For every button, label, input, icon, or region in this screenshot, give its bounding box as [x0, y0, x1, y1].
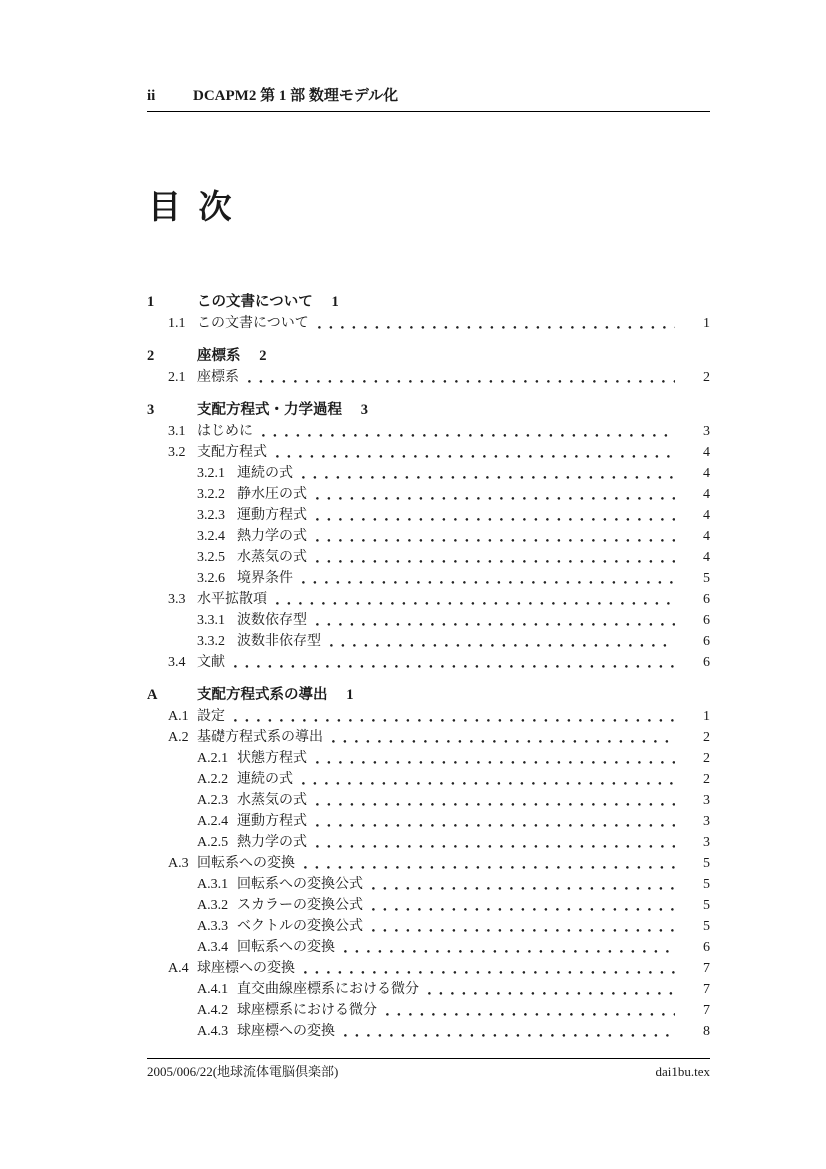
- entry-number: A.4.3: [197, 1024, 229, 1039]
- toc-entry-row: [147, 547, 710, 568]
- toc-entry-row: [147, 589, 710, 610]
- entry-page-number: 6: [703, 940, 710, 955]
- entry-page-number: 1: [703, 316, 710, 331]
- entry-number: 3.2.5: [197, 550, 225, 565]
- dot-leader: [260, 421, 675, 442]
- toc-title: 目 次: [148, 187, 235, 226]
- entry-label: 水蒸気の式: [237, 793, 307, 808]
- dot-leader: [302, 958, 675, 979]
- entry-label: 文献: [197, 655, 225, 670]
- entry-label: 波数依存型: [237, 613, 307, 628]
- header-running-title: DCAPM2 第 1 部 数理モデル化: [193, 88, 399, 104]
- toc-entry-row: [147, 463, 710, 484]
- entry-page-number: 3: [360, 402, 368, 418]
- entry-label: この文書について: [197, 294, 313, 310]
- entry-page-number: 4: [703, 550, 710, 565]
- footer-filename: dai1bu.tex: [655, 1064, 710, 1079]
- entry-label: 連続の式: [237, 466, 293, 481]
- entry-number: A.2.5: [197, 835, 229, 850]
- entry-page-number: 3: [703, 793, 710, 808]
- entry-number: 3.4: [168, 655, 186, 670]
- entry-number: 2.1: [168, 370, 186, 385]
- toc-chapter-row: [147, 400, 710, 421]
- toc-entry-row: [147, 1021, 710, 1042]
- entry-page-number: 3: [703, 424, 710, 439]
- entry-number: A.3.1: [197, 877, 229, 892]
- entry-label: 座標系: [197, 348, 241, 364]
- entry-number: 3.3.2: [197, 634, 225, 649]
- dot-leader: [274, 589, 675, 610]
- dot-leader: [314, 610, 675, 631]
- entry-number: 3.2: [168, 445, 186, 460]
- toc-chapter-row: [147, 685, 710, 706]
- toc-entry-row: [147, 853, 710, 874]
- entry-label: スカラーの変換公式: [237, 898, 363, 913]
- toc-list: [147, 280, 710, 1042]
- toc-entry-row: [147, 631, 710, 652]
- entry-number: A.2.1: [197, 751, 229, 766]
- entry-page-number: 4: [703, 445, 710, 460]
- dot-leader: [342, 1021, 675, 1042]
- entry-label: この文書について: [197, 316, 309, 331]
- header-page-number: ii: [147, 88, 156, 104]
- toc-entry-row: [147, 874, 710, 895]
- entry-number: A.3.2: [197, 898, 229, 913]
- entry-number: 2: [147, 348, 155, 364]
- entry-page-number: 5: [703, 919, 710, 934]
- entry-page-number: 4: [703, 466, 710, 481]
- toc-entry-row: [147, 313, 710, 334]
- entry-page-number: 6: [703, 613, 710, 628]
- toc-entry-row: [147, 979, 710, 1000]
- entry-page-number: 1: [703, 709, 710, 724]
- entry-label: 球座標への変換: [197, 961, 295, 976]
- dot-leader: [302, 853, 675, 874]
- footer-date-credit: 2005/006/22(地球流体電脳倶楽部): [147, 1064, 339, 1079]
- entry-label: 回転系への変換: [237, 940, 335, 955]
- entry-label: 回転系への変換: [197, 856, 295, 871]
- dot-leader: [300, 568, 675, 589]
- entry-label: 基礎方程式系の導出: [197, 730, 323, 745]
- dot-leader: [314, 505, 675, 526]
- entry-label: 熱力学の式: [237, 835, 307, 850]
- entry-label: 座標系: [197, 370, 239, 385]
- entry-label: 球座標への変換: [237, 1024, 335, 1039]
- entry-page-number: 7: [703, 982, 710, 997]
- toc-chapter-row: [147, 292, 710, 313]
- dot-leader: [342, 937, 675, 958]
- entry-page-number: 2: [259, 348, 267, 364]
- entry-label: 熱力学の式: [237, 529, 307, 544]
- dot-leader: [384, 1000, 675, 1021]
- dot-leader: [314, 547, 675, 568]
- entry-label: 支配方程式系の導出: [197, 687, 328, 703]
- toc-entry-row: [147, 706, 710, 727]
- toc-entry-row: [147, 610, 710, 631]
- toc-entry-row: [147, 421, 710, 442]
- entry-number: A.2.3: [197, 793, 229, 808]
- toc-chapter-row: [147, 346, 710, 367]
- entry-label: 状態方程式: [237, 751, 307, 766]
- entry-page-number: 4: [703, 487, 710, 502]
- toc-entry-row: [147, 505, 710, 526]
- entry-label: 静水圧の式: [237, 487, 307, 502]
- toc-entry-row: [147, 916, 710, 937]
- entry-page-number: 1: [346, 687, 354, 703]
- entry-number: A.4.1: [197, 982, 229, 997]
- toc-entry-row: [147, 748, 710, 769]
- page-footer: [147, 1058, 710, 1080]
- dot-leader: [370, 895, 675, 916]
- entry-number: A.4.2: [197, 1003, 229, 1018]
- toc-entry-row: [147, 895, 710, 916]
- toc-entry-row: [147, 832, 710, 853]
- entry-label: 回転系への変換公式: [237, 877, 363, 892]
- dot-leader: [370, 916, 675, 937]
- entry-label: 支配方程式・力学過程: [197, 402, 342, 418]
- entry-label: 境界条件: [237, 571, 293, 586]
- entry-page-number: 7: [703, 1003, 710, 1018]
- entry-number: 3.2.3: [197, 508, 225, 523]
- toc-entry-row: [147, 790, 710, 811]
- entry-page-number: 6: [703, 634, 710, 649]
- entry-label: 運動方程式: [237, 814, 307, 829]
- dot-leader: [330, 727, 675, 748]
- toc-entry-row: [147, 727, 710, 748]
- entry-label: 支配方程式: [197, 445, 267, 460]
- entry-page-number: 3: [703, 835, 710, 850]
- dot-leader: [370, 874, 675, 895]
- entry-page-number: 8: [703, 1024, 710, 1039]
- dot-leader: [300, 769, 675, 790]
- entry-number: A: [147, 687, 158, 703]
- dot-leader: [314, 832, 675, 853]
- dot-leader: [426, 979, 675, 1000]
- toc-entry-row: [147, 484, 710, 505]
- toc-entry-row: [147, 367, 710, 388]
- entry-label: ベクトルの変換公式: [237, 919, 363, 934]
- entry-label: 連続の式: [237, 772, 293, 787]
- entry-label: 設定: [197, 709, 225, 724]
- toc-entry-row: [147, 937, 710, 958]
- entry-page-number: 6: [703, 655, 710, 670]
- entry-number: A.3: [168, 856, 189, 871]
- toc-entry-row: [147, 526, 710, 547]
- dot-leader: [314, 811, 675, 832]
- entry-page-number: 3: [703, 814, 710, 829]
- entry-page-number: 5: [703, 856, 710, 871]
- toc-entry-row: [147, 1000, 710, 1021]
- entry-page-number: 7: [703, 961, 710, 976]
- entry-page-number: 6: [703, 592, 710, 607]
- dot-leader: [246, 367, 675, 388]
- entry-label: 水平拡散項: [197, 592, 267, 607]
- entry-page-number: 5: [703, 571, 710, 586]
- entry-page-number: 4: [703, 529, 710, 544]
- entry-number: A.2.4: [197, 814, 229, 829]
- entry-number: A.4: [168, 961, 189, 976]
- toc-entry-row: [147, 442, 710, 463]
- dot-leader: [314, 484, 675, 505]
- entry-number: 3.1: [168, 424, 186, 439]
- dot-leader: [300, 463, 675, 484]
- entry-page-number: 1: [331, 294, 339, 310]
- dot-leader: [232, 706, 675, 727]
- entry-number: 3.2.4: [197, 529, 225, 544]
- entry-number: A.1: [168, 709, 189, 724]
- entry-page-number: 5: [703, 877, 710, 892]
- dot-leader: [328, 631, 675, 652]
- toc-entry-row: [147, 769, 710, 790]
- entry-page-number: 2: [703, 370, 710, 385]
- dot-leader: [314, 526, 675, 547]
- entry-label: はじめに: [197, 424, 253, 439]
- entry-page-number: 2: [703, 772, 710, 787]
- entry-label: 直交曲線座標系における微分: [237, 982, 419, 997]
- entry-page-number: 2: [703, 730, 710, 745]
- entry-number: 1: [147, 294, 155, 310]
- entry-number: 3.2.2: [197, 487, 225, 502]
- entry-number: A.2: [168, 730, 189, 745]
- dot-leader: [314, 790, 675, 811]
- dot-leader: [274, 442, 675, 463]
- dot-leader: [232, 652, 675, 673]
- entry-label: 水蒸気の式: [237, 550, 307, 565]
- dot-leader: [316, 313, 675, 334]
- entry-number: A.3.3: [197, 919, 229, 934]
- entry-number: 3.3: [168, 592, 186, 607]
- toc-entry-row: [147, 652, 710, 673]
- entry-page-number: 2: [703, 751, 710, 766]
- entry-number: A.2.2: [197, 772, 229, 787]
- entry-number: 3: [147, 402, 155, 418]
- entry-number: A.3.4: [197, 940, 229, 955]
- entry-label: 運動方程式: [237, 508, 307, 523]
- entry-label: 球座標系における微分: [237, 1003, 377, 1018]
- entry-page-number: 4: [703, 508, 710, 523]
- entry-number: 3.3.1: [197, 613, 225, 628]
- dot-leader: [314, 748, 675, 769]
- entry-number: 3.2.1: [197, 466, 225, 481]
- toc-entry-row: [147, 568, 710, 589]
- toc-entry-row: [147, 811, 710, 832]
- entry-page-number: 5: [703, 898, 710, 913]
- running-header: [147, 88, 710, 112]
- entry-label: 波数非依存型: [237, 634, 321, 649]
- toc-entry-row: [147, 958, 710, 979]
- entry-number: 1.1: [168, 316, 186, 331]
- entry-number: 3.2.6: [197, 571, 225, 586]
